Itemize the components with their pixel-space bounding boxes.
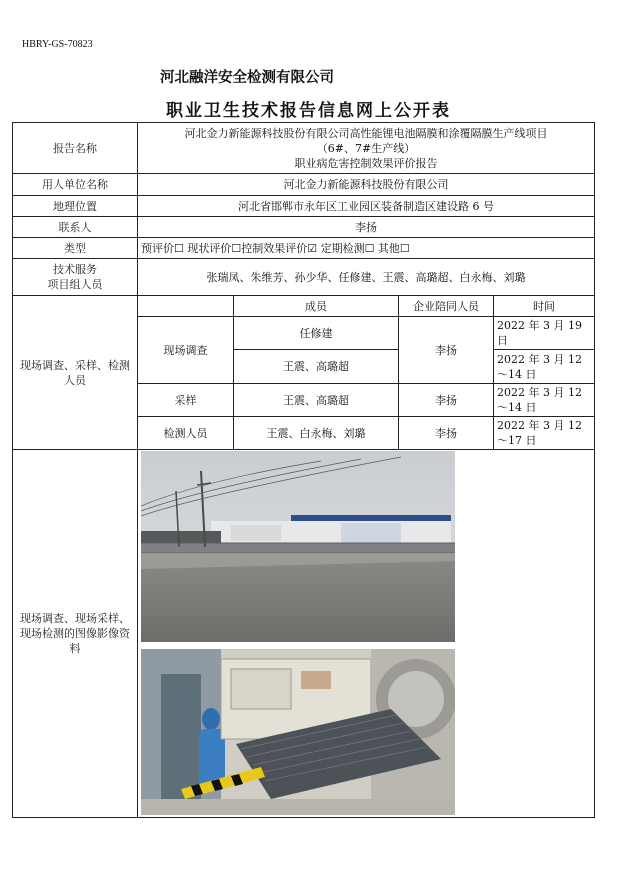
- row-contact: [13, 217, 595, 238]
- row-images: [13, 450, 595, 818]
- contact-value: 李扬: [138, 217, 595, 238]
- survey-members-1: 任修建: [234, 317, 399, 350]
- row-team: [13, 259, 595, 296]
- survey-members-2: 王震、高璐超: [234, 350, 399, 384]
- row-type: [13, 238, 595, 259]
- employer-label: 用人单位名称: [13, 174, 138, 196]
- survey-companion: 李扬: [399, 317, 494, 384]
- report-table: [12, 122, 595, 818]
- report-name-line1: 河北金力新能源科技股份有限公司高性能锂电池隔膜和涂覆隔膜生产线项目: [184, 126, 548, 140]
- team-label-line2: 项目组人员: [47, 278, 103, 291]
- testing-members: 王震、白永梅、刘璐: [234, 417, 399, 450]
- team-label: [13, 259, 138, 296]
- field-header-blank: [138, 296, 234, 317]
- sampling-time: 2022 年 3 月 12～14 日: [494, 384, 595, 417]
- type-label: 类型: [13, 238, 138, 259]
- row-employer: [13, 174, 595, 196]
- survey-time-2: 2022 年 3 月 12～14 日: [494, 350, 595, 384]
- site-testing-photo: [141, 649, 455, 815]
- field-staff-label: 现场调查、采样、检测人员: [13, 296, 138, 450]
- header-time: 时间: [494, 296, 595, 317]
- header-members: 成员: [234, 296, 399, 317]
- survey-label: 现场调查: [138, 317, 234, 384]
- contact-label: 联系人: [13, 217, 138, 238]
- sampling-label: 采样: [138, 384, 234, 417]
- survey-time-1: 2022 年 3 月 19 日: [494, 317, 595, 350]
- images-cell: [138, 450, 595, 818]
- testing-label: 检测人员: [138, 417, 234, 450]
- document-code: HBRY-GS-70823: [22, 39, 93, 50]
- images-label: 现场调查、现场采样、现场检测的图像影像资料: [13, 450, 138, 818]
- type-value: 预评价☐ 现状评价☐控制效果评价☑ 定期检测☐ 其他☐: [138, 238, 595, 259]
- report-name-line2: （6#、7#生产线）: [316, 141, 416, 155]
- page-title: 职业卫生技术报告信息网上公开表: [166, 101, 451, 121]
- testing-companion: 李扬: [399, 417, 494, 450]
- row-field-header: [13, 296, 595, 317]
- header-companion: 企业陪同人员: [399, 296, 494, 317]
- row-address: [13, 196, 595, 217]
- address-label: 地理位置: [13, 196, 138, 217]
- sampling-companion: 李扬: [399, 384, 494, 417]
- employer-value: 河北金力新能源科技股份有限公司: [138, 174, 595, 196]
- report-name-value: [138, 123, 595, 174]
- row-report-name: [13, 123, 595, 174]
- company-name: 河北融洋安全检测有限公司: [160, 70, 334, 86]
- sampling-members: 王震、高璐超: [234, 384, 399, 417]
- report-name-label: 报告名称: [13, 123, 138, 174]
- testing-time: 2022 年 3 月 12～17 日: [494, 417, 595, 450]
- team-label-line1: 技术服务: [53, 263, 97, 276]
- team-value: 张瑞凤、朱维芳、孙少华、任修建、王震、高璐超、白永梅、刘璐: [138, 259, 595, 296]
- address-value: 河北省邯郸市永年区工业园区装备制造区建设路 6 号: [138, 196, 595, 217]
- report-name-line3: 职业病危害控制效果评价报告: [294, 156, 438, 170]
- site-survey-photo: [141, 451, 455, 642]
